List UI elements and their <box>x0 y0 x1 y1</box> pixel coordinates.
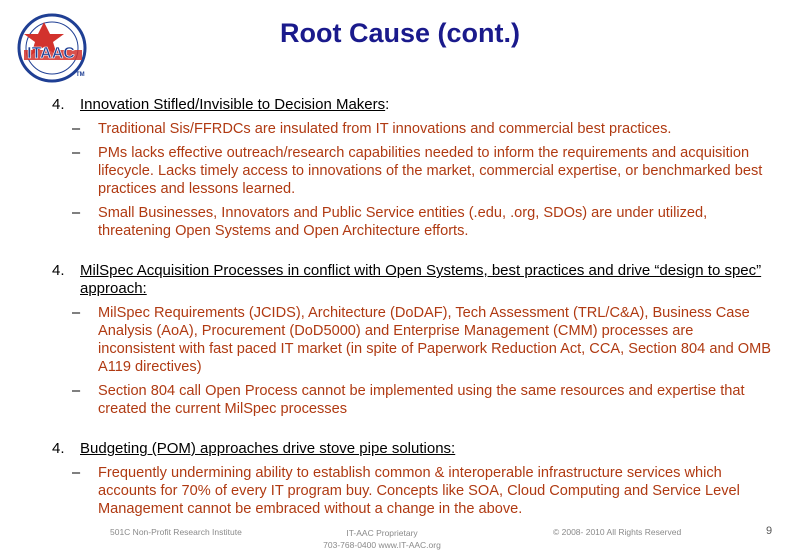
list-item: – Small Businesses, Innovators and Public Service entities (.edu, .org, SDOs) are under utilized, threatening Open Systems and Open Architecture efforts. <box>72 205 708 239</box>
footer-proprietary: IT-AAC Proprietary <box>346 528 418 538</box>
sub-list <box>52 120 772 240</box>
sub-text: PMs lacks effective outreach/research capabilities needed to inform the requirements and acquisition lifecycle. Lacks timely access to innovations of the market, commercial expertise, or benchmarked best practices and lessons learned. <box>98 145 763 197</box>
point-heading-text: Budgeting (POM) approaches drive stove pipe solutions: <box>80 440 456 457</box>
point-heading <box>52 262 772 298</box>
point-budgeting <box>52 440 772 518</box>
point-milspec <box>52 262 772 418</box>
point-heading-suffix: : <box>385 96 390 113</box>
sub-text: Small Businesses, Innovators and Public Service entities (.edu, .org, SDOs) are under utilized, threatening Open Systems and Open Architecture efforts. <box>98 205 708 239</box>
sub-text: Frequently undermining ability to establish common & interoperable infrastructure services which accounts for 70% of every IT program buy. Concepts like SOA, Cloud Computing and Service Level Management cannot be embraced without a change in the above. <box>98 465 740 517</box>
footer-copyright: © 2008- 2010 All Rights Reserved <box>553 527 682 537</box>
sub-list <box>52 464 772 518</box>
slide-footer <box>0 525 800 553</box>
slide-title: Root Cause (cont.) <box>280 18 520 48</box>
slide-content <box>52 96 772 518</box>
logo-tm: TM <box>76 72 85 78</box>
logo-text: ITAAC <box>27 45 75 62</box>
sub-text: Traditional Sis/FFRDCs are insulated from IT innovations and commercial best practices. <box>98 121 672 137</box>
point-heading <box>52 440 772 458</box>
point-number: 4. <box>52 262 65 279</box>
list-item: – Traditional Sis/FFRDCs are insulated from IT innovations and commercial best practices. <box>72 121 672 137</box>
point-heading-text: MilSpec Acquisition Processes in conflict with Open Systems, best practices and drive “design to spec” approach: <box>80 262 762 297</box>
sub-list <box>52 304 772 418</box>
sub-text: MilSpec Requirements (JCIDS), Architecture (DoDAF), Tech Assessment (TRL/C&A), Business Case Analysis (AoA), Procurement (DoD5000) and Enterprise Management (CMM) processes are inconsistent with fast paced IT market (in spite of Paperwork Reduction Act, CCA, Section 804 and OMB A119 directives) <box>98 305 771 375</box>
footer-contact <box>322 527 442 551</box>
footer-phone-web: 703-768-0400 www.IT-AAC.org <box>323 540 441 550</box>
point-heading-text: Innovation Stifled/Invisible to Decision Makers <box>80 96 386 113</box>
sub-text: Section 804 call Open Process cannot be implemented using the same resources and expertise that created the current MilSpec processes <box>98 383 745 417</box>
point-number: 4. <box>52 96 65 113</box>
list-item: – PMs lacks effective outreach/research capabilities needed to inform the requirements and acquisition lifecycle. Lacks timely access to innovations of the market, commercial expertise, or benchmarked best practices and lessons learned. <box>72 145 763 197</box>
list-item: – Frequently undermining ability to establish common & interoperable infrastructure services which accounts for 70% of every IT program buy. Concepts like SOA, Cloud Computing and Service Level Management cannot be embraced without a change in the above. <box>72 465 740 517</box>
list-item: – MilSpec Requirements (JCIDS), Architecture (DoDAF), Tech Assessment (TRL/C&A), Business Case Analysis (AoA), Procurement (DoD5000) and Enterprise Management (CMM) processes are inconsistent with fast paced IT market (in spite of Paperwork Reduction Act, CCA, Section 804 and OMB A119 directives) <box>72 305 771 375</box>
list-item: – Section 804 call Open Process cannot be implemented using the same resources and expertise that created the current MilSpec processes <box>72 383 745 417</box>
page-number: 9 <box>766 525 773 537</box>
point-innovation <box>52 96 772 240</box>
footer-org: 501C Non-Profit Research Institute <box>110 527 242 537</box>
point-heading <box>52 96 772 114</box>
point-number: 4. <box>52 440 65 457</box>
